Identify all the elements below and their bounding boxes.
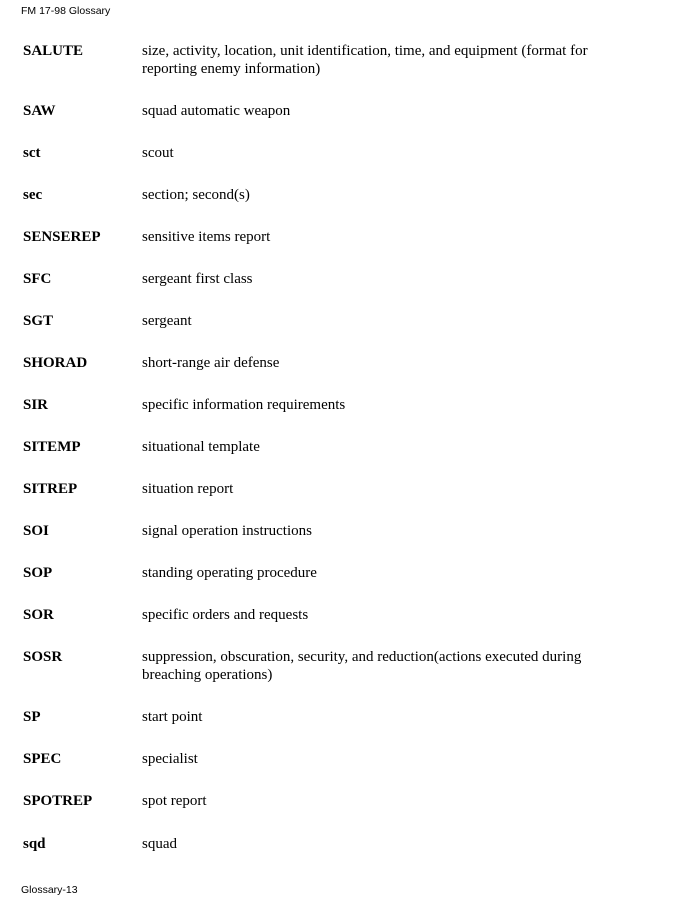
glossary-term: SAW [23, 103, 56, 119]
glossary-term: SALUTE [23, 43, 84, 59]
glossary-term: SOP [23, 565, 53, 581]
glossary-definition: situational template [142, 439, 260, 455]
glossary-term: SPOTREP [23, 793, 93, 809]
glossary-definition: suppression, obscuration, security, and reduction(actions executed during breaching operations) [142, 649, 582, 683]
glossary-term: SOI [23, 523, 49, 539]
glossary-term: SPEC [23, 751, 62, 767]
glossary-definition: sensitive items report [142, 229, 271, 245]
glossary-term: SGT [23, 313, 54, 329]
glossary-definition: specific orders and requests [142, 607, 309, 623]
glossary-definition: sergeant first class [142, 271, 253, 287]
glossary-definition: start point [142, 709, 203, 725]
glossary-term: SIR [23, 397, 49, 413]
glossary-term: SENSEREP [23, 229, 101, 245]
glossary-definition: section; second(s) [142, 187, 250, 203]
glossary-term: SITREP [23, 481, 78, 497]
glossary-definition: squad automatic weapon [142, 103, 291, 119]
glossary-definition: sergeant [142, 313, 192, 329]
glossary-definition: standing operating procedure [142, 565, 317, 581]
glossary-term: SHORAD [23, 355, 88, 371]
glossary-term: SOSR [23, 649, 63, 665]
glossary-definition: specific information requirements [142, 397, 346, 413]
glossary-definition: spot report [142, 793, 207, 809]
glossary-definition: situation report [142, 481, 234, 497]
glossary-term: sqd [23, 836, 46, 852]
glossary-definition: squad [142, 836, 177, 852]
glossary-term: sct [23, 145, 41, 161]
glossary-term: SITEMP [23, 439, 81, 455]
page-header: FM 17-98 Glossary [21, 5, 111, 17]
glossary-definition: size, activity, location, unit identification, time, and equipment (format for reporting enemy information) [142, 43, 588, 77]
glossary-definition: signal operation instructions [142, 523, 312, 539]
glossary-term: SFC [23, 271, 52, 287]
glossary-term: SP [23, 709, 41, 725]
page-footer: Glossary-13 [21, 884, 78, 896]
glossary-definition: scout [142, 145, 174, 161]
glossary-term: sec [23, 187, 43, 203]
glossary-definition: short-range air defense [142, 355, 280, 371]
glossary-definition: specialist [142, 751, 198, 767]
glossary-term: SOR [23, 607, 54, 623]
